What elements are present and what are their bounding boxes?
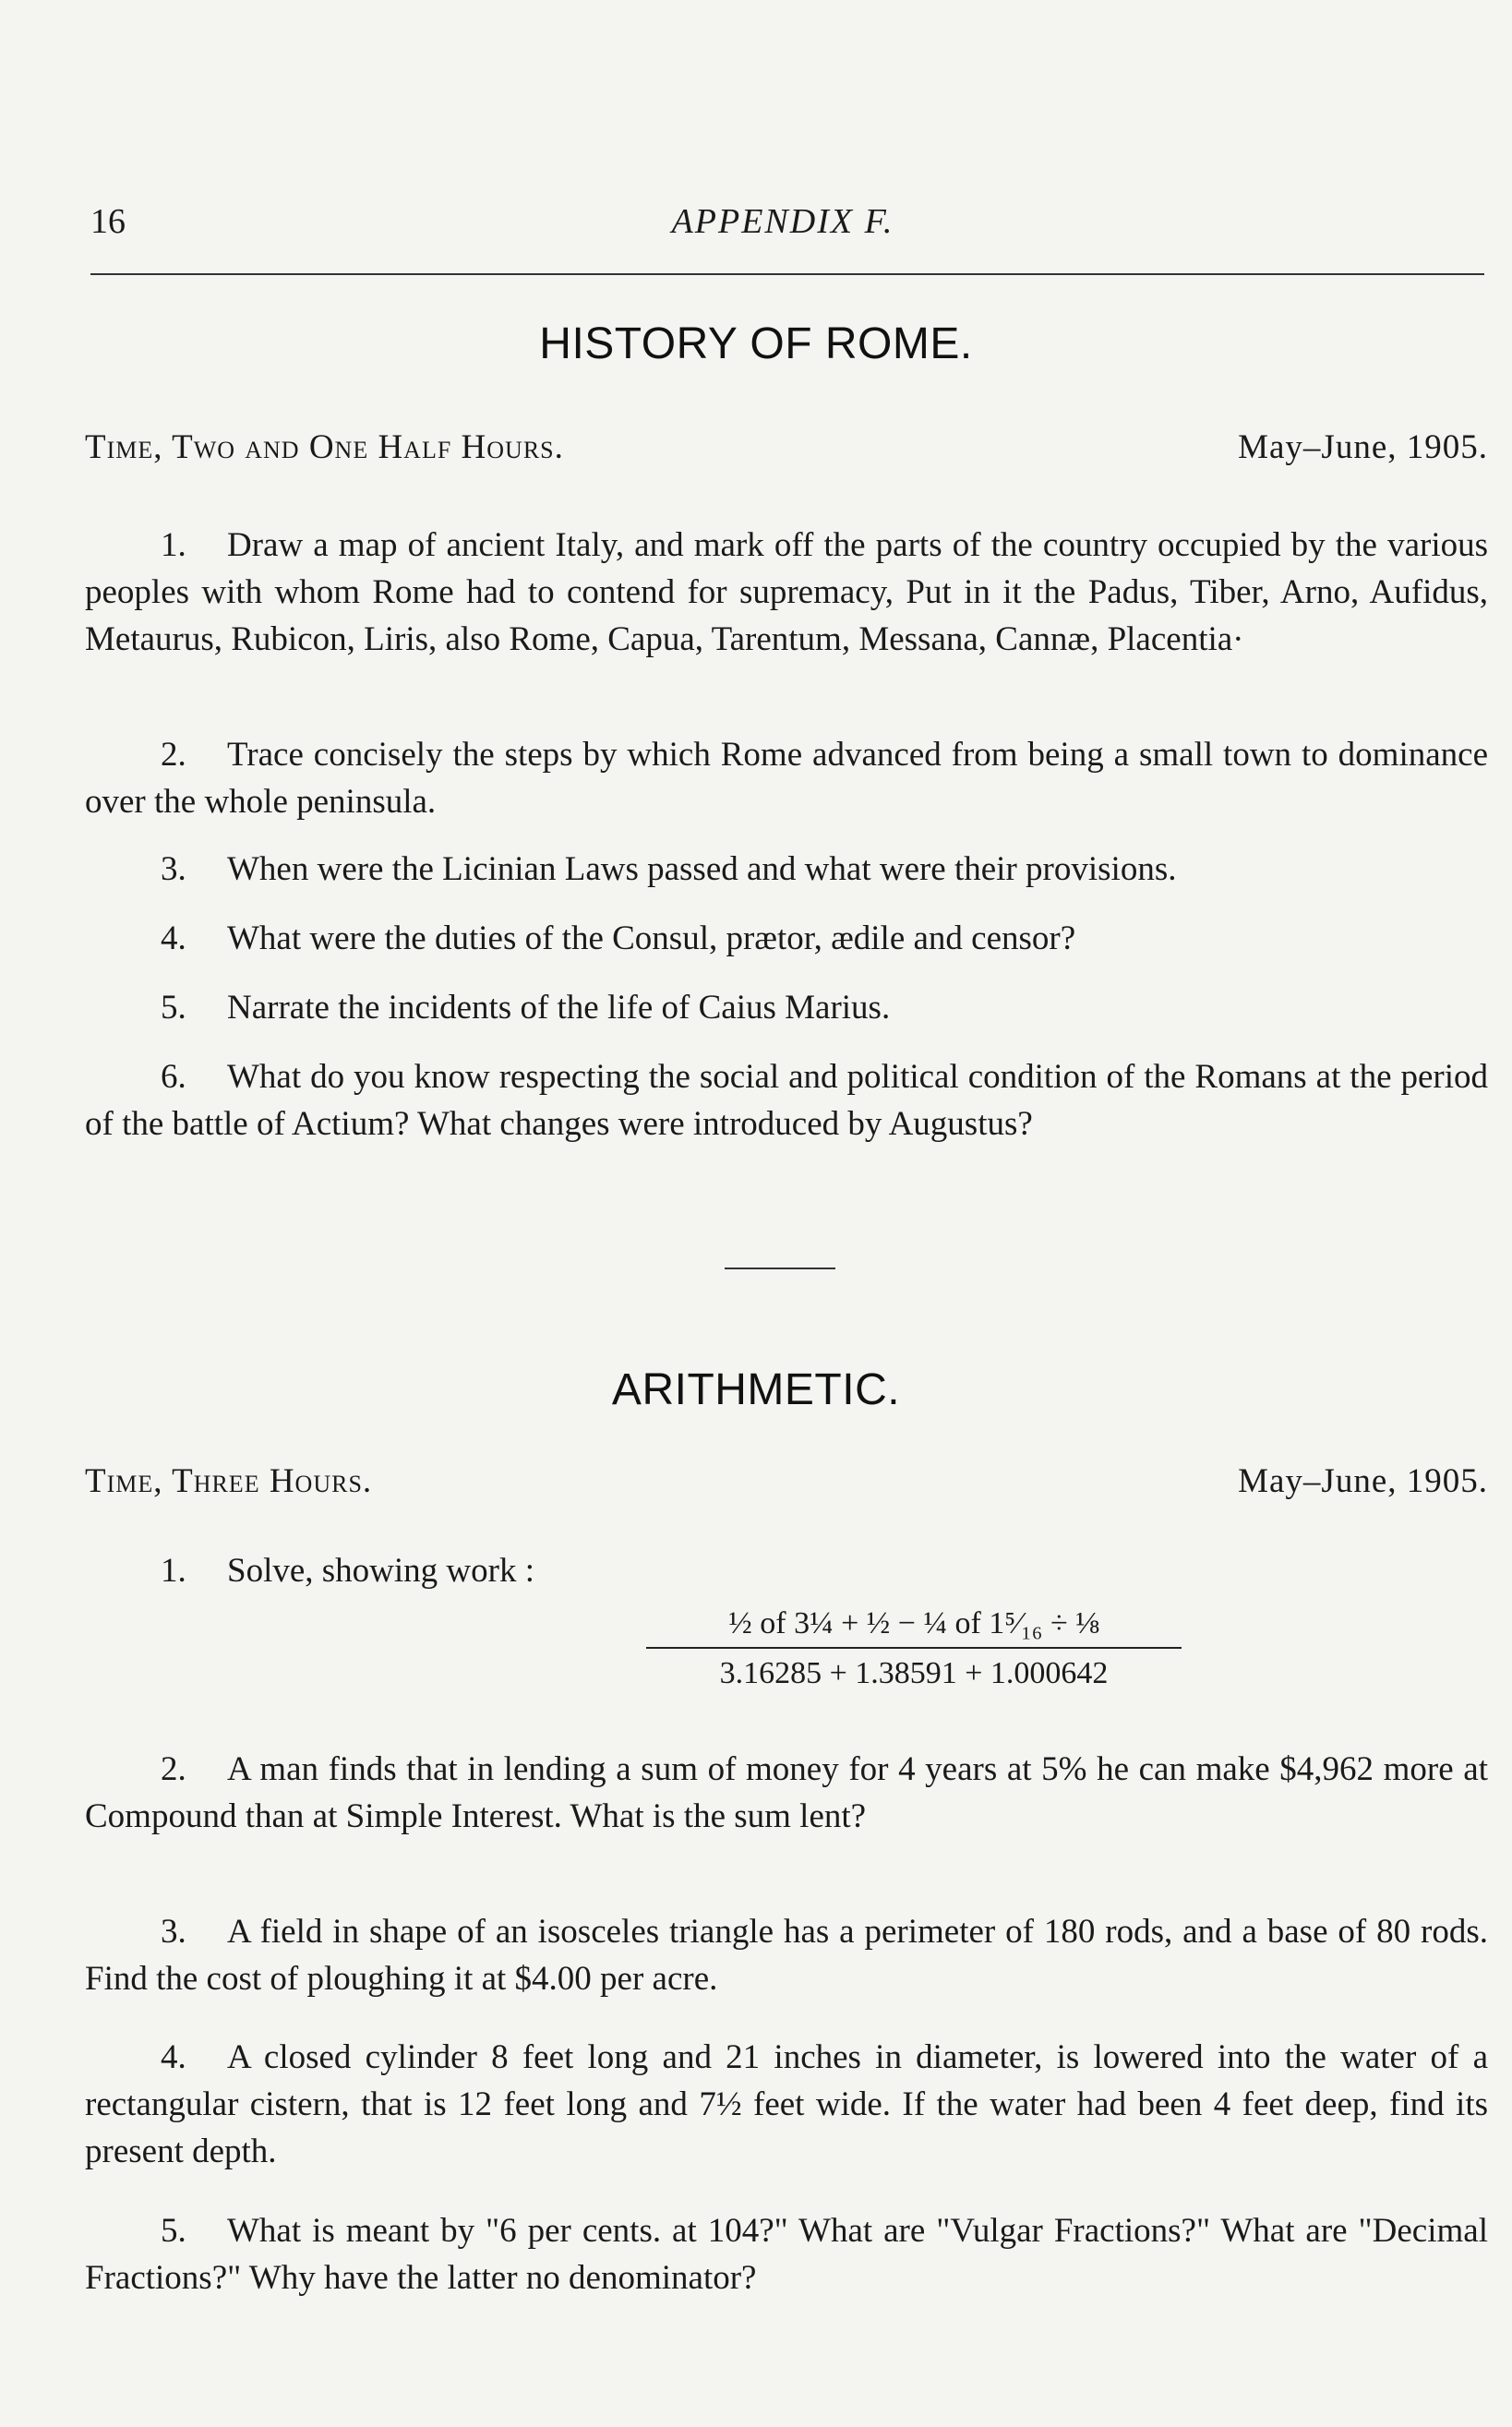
arithmetic-question-2: [85, 1746, 1488, 1840]
question-number: 1.: [161, 526, 186, 564]
question-text: What were the duties of the Consul, prætor, ædile and censor?: [227, 919, 1076, 957]
question-text: Draw a map of ancient Italy, and mark off the parts of the country occupied by the various peoples with whom Rome had to contend for supremacy, Put in it the Padus, Tiber, Arno, Aufidus, Metaurus, Rubicon, Liris, also Rome, Capua, Tarentum, Messana, Cannæ, Placentia·: [85, 526, 1488, 658]
question-number: 4.: [161, 919, 186, 957]
arithmetic-time: Time, Three Hours.: [85, 1462, 373, 1500]
question-text: A man finds that in lending a sum of money for 4 years at 5% he can make $4,962 more at Compound than at Simple Interest. What is the sum lent?: [85, 1750, 1488, 1835]
question-number: 2.: [161, 1750, 186, 1788]
history-question-3: [85, 846, 1488, 893]
question-text: A closed cylinder 8 feet long and 21 inches in diameter, is lowered into the water of a rectangular cistern, that is 12 feet long and 7½ feet wide. If the water had been 4 feet deep, find its present depth.: [85, 2038, 1488, 2170]
arithmetic-question-1: [85, 1547, 1488, 1594]
question-number: 5.: [161, 989, 186, 1027]
question-number: 3.: [161, 850, 186, 888]
section-divider: [725, 1268, 835, 1269]
header-rule: [90, 273, 1484, 275]
question-number: 4.: [161, 2038, 186, 2076]
arithmetic-question-4: [85, 2034, 1488, 2175]
question-number: 3.: [161, 1913, 186, 1951]
question-text: What do you know respecting the social and political condition of the Romans at the period of the battle of Actium? What changes were introduced by Augustus?: [85, 1058, 1488, 1143]
running-head: APPENDIX F.: [671, 202, 894, 241]
arithmetic-expression: [646, 1606, 1182, 1691]
history-title: HISTORY OF ROME.: [539, 319, 973, 368]
question-text: Trace concisely the steps by which Rome advanced from being a small town to dominance over the whole peninsula.: [85, 736, 1488, 821]
question-number: 6.: [161, 1058, 186, 1096]
arithmetic-title: ARITHMETIC.: [611, 1365, 901, 1414]
question-text: Narrate the incidents of the life of Caius Marius.: [227, 989, 891, 1027]
question-number: 2.: [161, 736, 186, 774]
history-question-1: [85, 522, 1488, 663]
history-question-2: [85, 731, 1488, 825]
history-question-4: [85, 915, 1488, 962]
history-question-6: [85, 1053, 1488, 1147]
history-time: Time, Two and One Half Hours.: [85, 428, 564, 466]
fraction-numerator: ½ of 3¼ + ½ − ¼ of 1⁵⁄₁₆ ÷ ⅛: [646, 1606, 1182, 1649]
history-date: May–June, 1905.: [1238, 428, 1488, 466]
question-text: A field in shape of an isosceles triangle has a perimeter of 180 rods, and a base of 80 rods. Find the cost of ploughing it at $4.00 per acre.: [85, 1913, 1488, 1998]
arithmetic-date: May–June, 1905.: [1238, 1462, 1488, 1500]
page-header: [90, 201, 1475, 257]
arithmetic-question-3: [85, 1908, 1488, 2002]
page-number: 16: [90, 202, 126, 241]
question-text: Solve, showing work :: [227, 1552, 534, 1590]
question-number: 5.: [161, 2212, 186, 2250]
history-question-5: [85, 984, 1488, 1031]
arithmetic-question-5: [85, 2207, 1488, 2301]
question-number: 1.: [161, 1552, 186, 1590]
fraction-denominator: 3.16285 + 1.38591 + 1.000642: [719, 1656, 1109, 1690]
question-text: When were the Licinian Laws passed and what were their provisions.: [227, 850, 1177, 888]
question-text: What is meant by "6 per cents. at 104?" What are "Vulgar Fractions?" What are "Decimal Fractions?" Why have the latter no denominator?: [85, 2212, 1488, 2297]
